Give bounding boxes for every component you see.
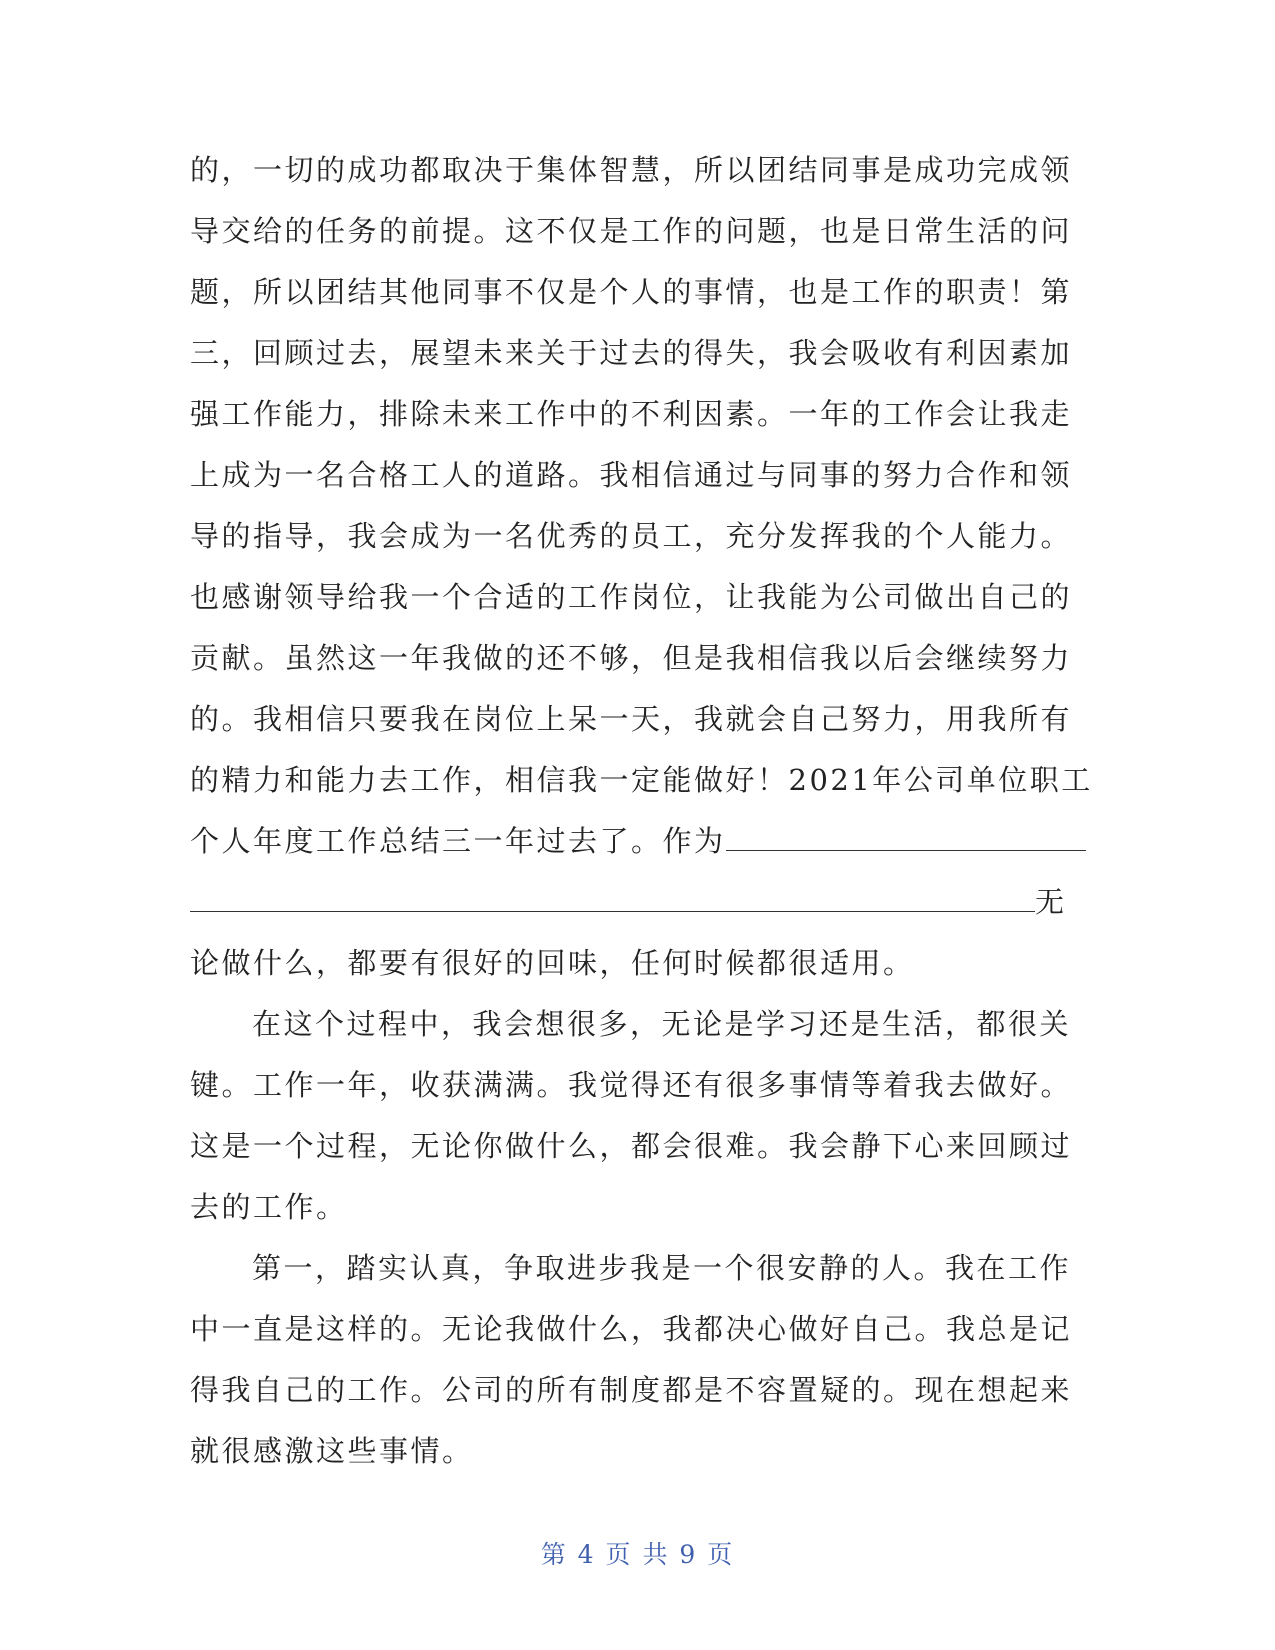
text-line-3: 题，所以团结其他同事不仅是个人的事情，也是工作的职责！第 [190,275,1073,309]
text-line-21: 得我自己的工作。公司的所有制度都是不容置疑的。现在想起来 [190,1373,1073,1407]
text-line-12-content: 个人年度工作总结三一年过去了。作为 [190,824,726,858]
text-line-22: 就很感激这些事情。 [190,1434,474,1468]
text-line-9: 贡献。虽然这一年我做的还不够，但是我相信我以后会继续努力 [190,641,1073,675]
text-line-14: 论做什么，都要有很好的回味，任何时候都很适用。 [190,946,915,980]
page-number-footer: 第 4 页 共 9 页 [540,1540,735,1569]
fill-in-blank [190,873,1035,912]
text-line-13 [190,872,1070,933]
text-line-7: 导的指导，我会成为一名优秀的员工，充分发挥我的个人能力。 [190,519,1073,553]
text-line-2: 导交给的任务的前提。这不仅是工作的问题，也是日常生活的问 [190,214,1073,248]
text-line-10: 的。我相信只要我在岗位上呆一天，我就会自己努力，用我所有 [190,702,1073,736]
text-line-5: 强工作能力，排除未来工作中的不利因素。一年的工作会让我走 [190,397,1073,431]
text-line-17: 这是一个过程，无论你做什么，都会很难。我会静下心来回顾过 [190,1129,1073,1163]
text-line-16: 键。工作一年，收获满满。我觉得还有很多事情等着我去做好。 [190,1068,1073,1102]
text-line-13-content: 无 [1035,885,1067,919]
text-line-4: 三，回顾过去，展望未来关于过去的得失，我会吸收有利因素加 [190,336,1073,370]
text-line-19: 第一，踏实认真，争取进步我是一个很安静的人。我在工作 [252,1251,1072,1285]
text-line-15: 在这个过程中，我会想很多，无论是学习还是生活，都很关 [252,1007,1072,1041]
text-line-20: 中一直是这样的。无论我做什么，我都决心做好自己。我总是记 [190,1312,1073,1346]
text-line-11: 的精力和能力去工作，相信我一定能做好！2021年公司单位职工 [190,763,1093,797]
text-line-18: 去的工作。 [190,1190,348,1224]
document-body [190,140,1093,1482]
text-line-12 [190,811,1070,872]
text-line-1: 的，一切的成功都取决于集体智慧，所以团结同事是成功完成领 [190,153,1073,187]
text-line-6: 上成为一名合格工人的道路。我相信通过与同事的努力合作和领 [190,458,1073,492]
fill-in-blank [726,812,1086,851]
text-line-8: 也感谢领导给我一个合适的工作岗位，让我能为公司做出自己的 [190,580,1073,614]
